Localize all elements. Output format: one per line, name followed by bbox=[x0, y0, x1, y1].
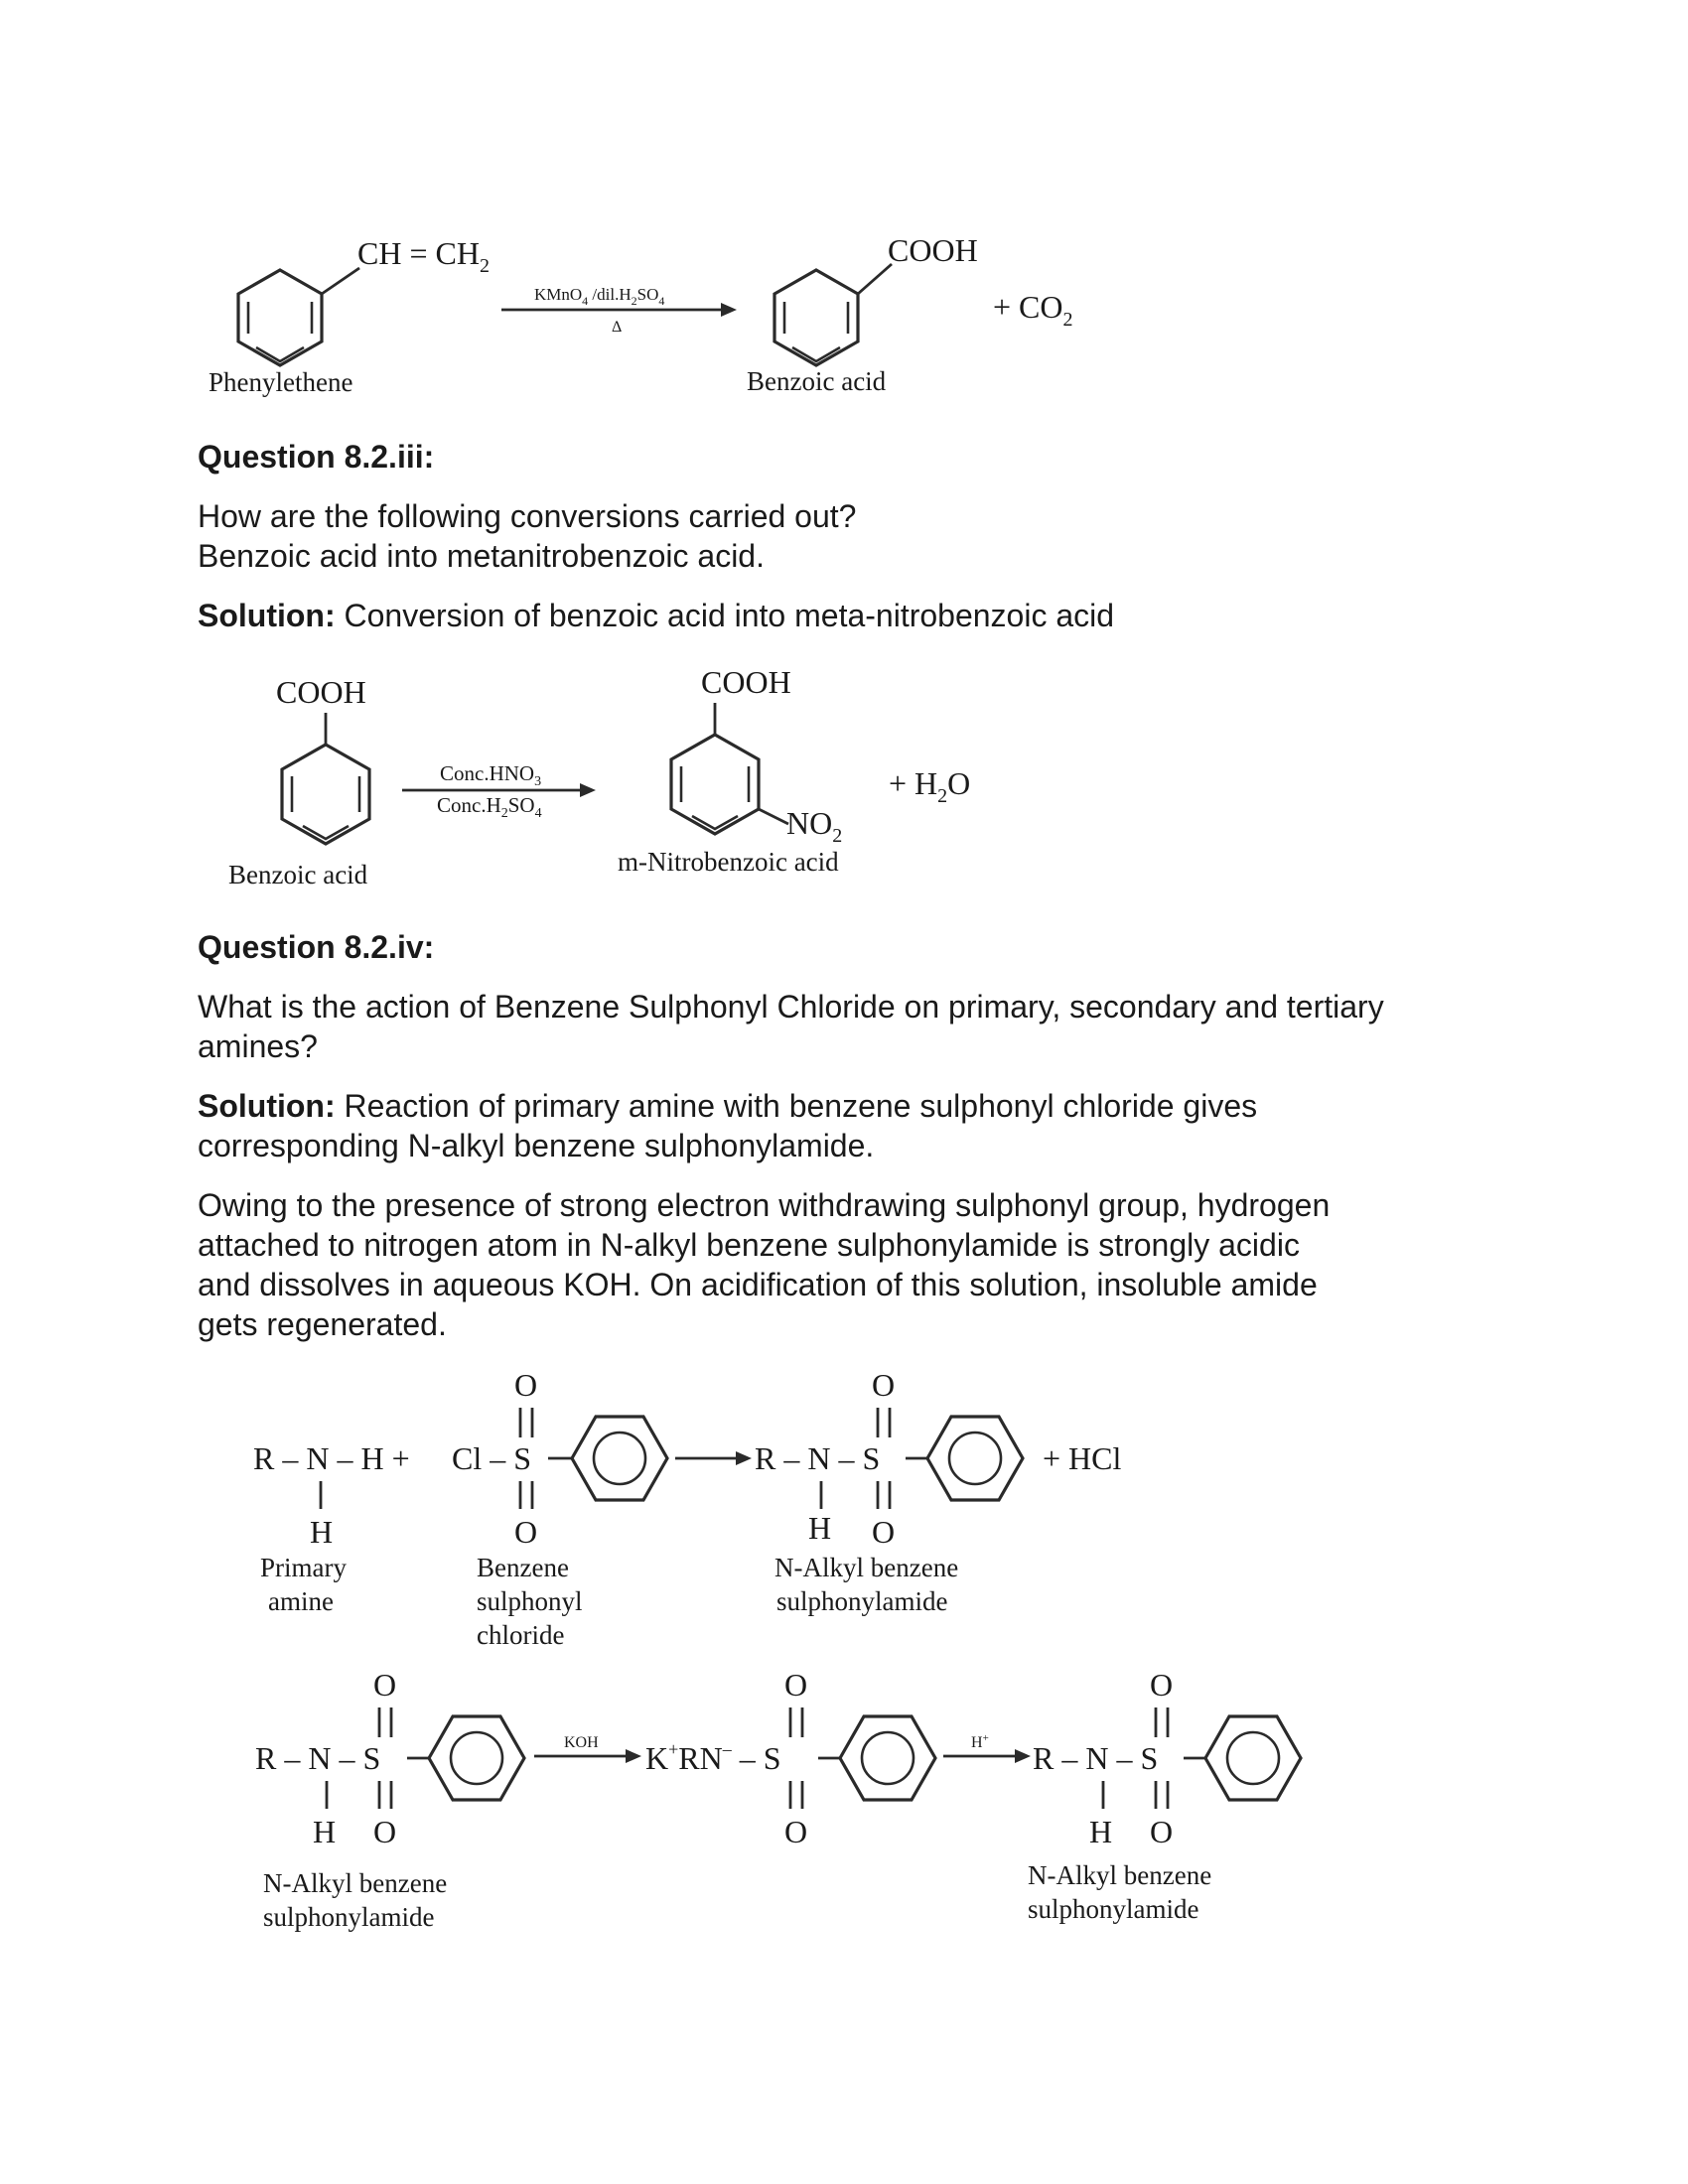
oxygen-top: O bbox=[872, 1367, 896, 1403]
benzene-ring bbox=[671, 735, 759, 834]
product-name: Benzoic acid bbox=[747, 366, 887, 396]
label-primary: Primary bbox=[260, 1553, 347, 1582]
label-primary: amine bbox=[268, 1586, 334, 1616]
right-h: H bbox=[1089, 1814, 1113, 1849]
product-group-top: COOH bbox=[701, 664, 791, 700]
paragraph-line: gets regenerated. bbox=[198, 1306, 447, 1342]
reagent-bottom: $Conc.H_2SO_4$ bbox=[437, 793, 542, 821]
oxygen-bottom: O bbox=[872, 1514, 896, 1550]
oxygen-top: O bbox=[514, 1367, 538, 1403]
benzene-ring bbox=[840, 1716, 935, 1800]
solution-text: corresponding N-alkyl benzene sulphonylamide. bbox=[198, 1128, 875, 1163]
heat-symbol: Δ bbox=[612, 319, 623, 336]
reagent-acid: H+ bbox=[971, 1732, 989, 1751]
label-left: N-Alkyl benzene bbox=[263, 1868, 448, 1898]
amine-formula: R – N – H + bbox=[253, 1440, 410, 1476]
reactant-name: Phenylethene bbox=[209, 367, 353, 397]
product-group-side: $NO_2$ bbox=[786, 805, 843, 847]
right-formula: R – N – S bbox=[1033, 1740, 1159, 1776]
paragraph-line: Owing to the presence of strong electron withdrawing sulphonyl group, hydrogen bbox=[198, 1187, 1331, 1223]
paragraph-line: and dissolves in aqueous KOH. On acidification of this solution, insoluble amide bbox=[198, 1267, 1318, 1302]
benzene-ring bbox=[1205, 1716, 1301, 1800]
question-text: How are the following conversions carried out? bbox=[198, 498, 857, 534]
solution-text bbox=[198, 596, 1114, 635]
label-product: N-Alkyl benzene bbox=[774, 1553, 959, 1582]
product-group: COOH bbox=[888, 232, 978, 268]
label-right: sulphonylamide bbox=[1028, 1894, 1199, 1924]
reaction-sulphonylation bbox=[0, 1360, 1688, 1658]
oxygen-bottom: O bbox=[784, 1814, 808, 1849]
oxygen-top: O bbox=[1150, 1667, 1174, 1703]
solution-body: Reaction of primary amine with benzene sulphonyl chloride gives bbox=[335, 1088, 1258, 1124]
benzene-ring bbox=[774, 270, 858, 365]
left-formula: R – N – S bbox=[255, 1740, 381, 1776]
product-h: H bbox=[808, 1510, 832, 1546]
question-heading: Question 8.2.iii: bbox=[198, 439, 435, 475]
label-product: sulphonylamide bbox=[776, 1586, 948, 1616]
oxygen-bottom: O bbox=[1150, 1814, 1174, 1849]
question-text: What is the action of Benzene Sulphonyl Chloride on primary, secondary and tertiary bbox=[198, 989, 1384, 1024]
solution-body: Conversion of benzoic acid into meta-nitrobenzoic acid bbox=[335, 598, 1115, 633]
solution-text bbox=[198, 1086, 1257, 1126]
byproduct: + HCl bbox=[1043, 1440, 1122, 1476]
product-name: m-Nitrobenzoic acid bbox=[618, 847, 839, 877]
question-text: amines? bbox=[198, 1028, 318, 1064]
question-text: Benzoic acid into metanitrobenzoic acid. bbox=[198, 538, 765, 574]
reagent-top: $Conc.HNO_3$ bbox=[440, 761, 542, 789]
oxygen-top: O bbox=[373, 1667, 397, 1703]
reactant-group: COOH bbox=[276, 674, 366, 710]
reagent-label: KMnO$_4$ $/dil.H_2SO_4$ bbox=[534, 285, 665, 308]
benzene-ring bbox=[238, 270, 322, 365]
reactant-group: CH = $CH_2$ bbox=[357, 235, 490, 277]
label-left: sulphonylamide bbox=[263, 1902, 435, 1932]
question-heading: Question 8.2.iv: bbox=[198, 929, 435, 965]
reaction-regeneration bbox=[0, 1660, 1688, 1948]
benzene-ring bbox=[927, 1417, 1023, 1500]
reagent-koh: KOH bbox=[564, 1734, 599, 1751]
label-chloride: Benzene bbox=[477, 1553, 569, 1582]
label-right: N-Alkyl benzene bbox=[1028, 1860, 1212, 1890]
product-formula: R – N – S bbox=[755, 1440, 881, 1476]
chloride-formula: Cl – S bbox=[452, 1440, 532, 1476]
left-h: H bbox=[313, 1814, 337, 1849]
benzene-ring bbox=[572, 1417, 667, 1500]
byproduct: + $CO_2$ bbox=[993, 289, 1073, 331]
byproduct: + $H_2O$ bbox=[889, 765, 971, 807]
solution-label: Solution: bbox=[198, 1088, 336, 1124]
solution-label: Solution: bbox=[198, 598, 336, 633]
label-chloride: chloride bbox=[477, 1620, 565, 1650]
oxygen-bottom: O bbox=[514, 1514, 538, 1550]
salt-formula: K+RN– – S bbox=[645, 1739, 781, 1776]
reaction-phenylethene-oxidation bbox=[0, 228, 1688, 417]
oxygen-bottom: O bbox=[373, 1814, 397, 1849]
amine-h: H bbox=[310, 1514, 334, 1550]
reactant-name: Benzoic acid bbox=[228, 860, 368, 889]
label-chloride: sulphonyl bbox=[477, 1586, 583, 1616]
benzene-ring bbox=[429, 1716, 524, 1800]
oxygen-top: O bbox=[784, 1667, 808, 1703]
reaction-nitration bbox=[0, 665, 1688, 903]
benzene-ring bbox=[282, 745, 369, 844]
paragraph-line: attached to nitrogen atom in N-alkyl benzene sulphonylamide is strongly acidic bbox=[198, 1227, 1300, 1263]
